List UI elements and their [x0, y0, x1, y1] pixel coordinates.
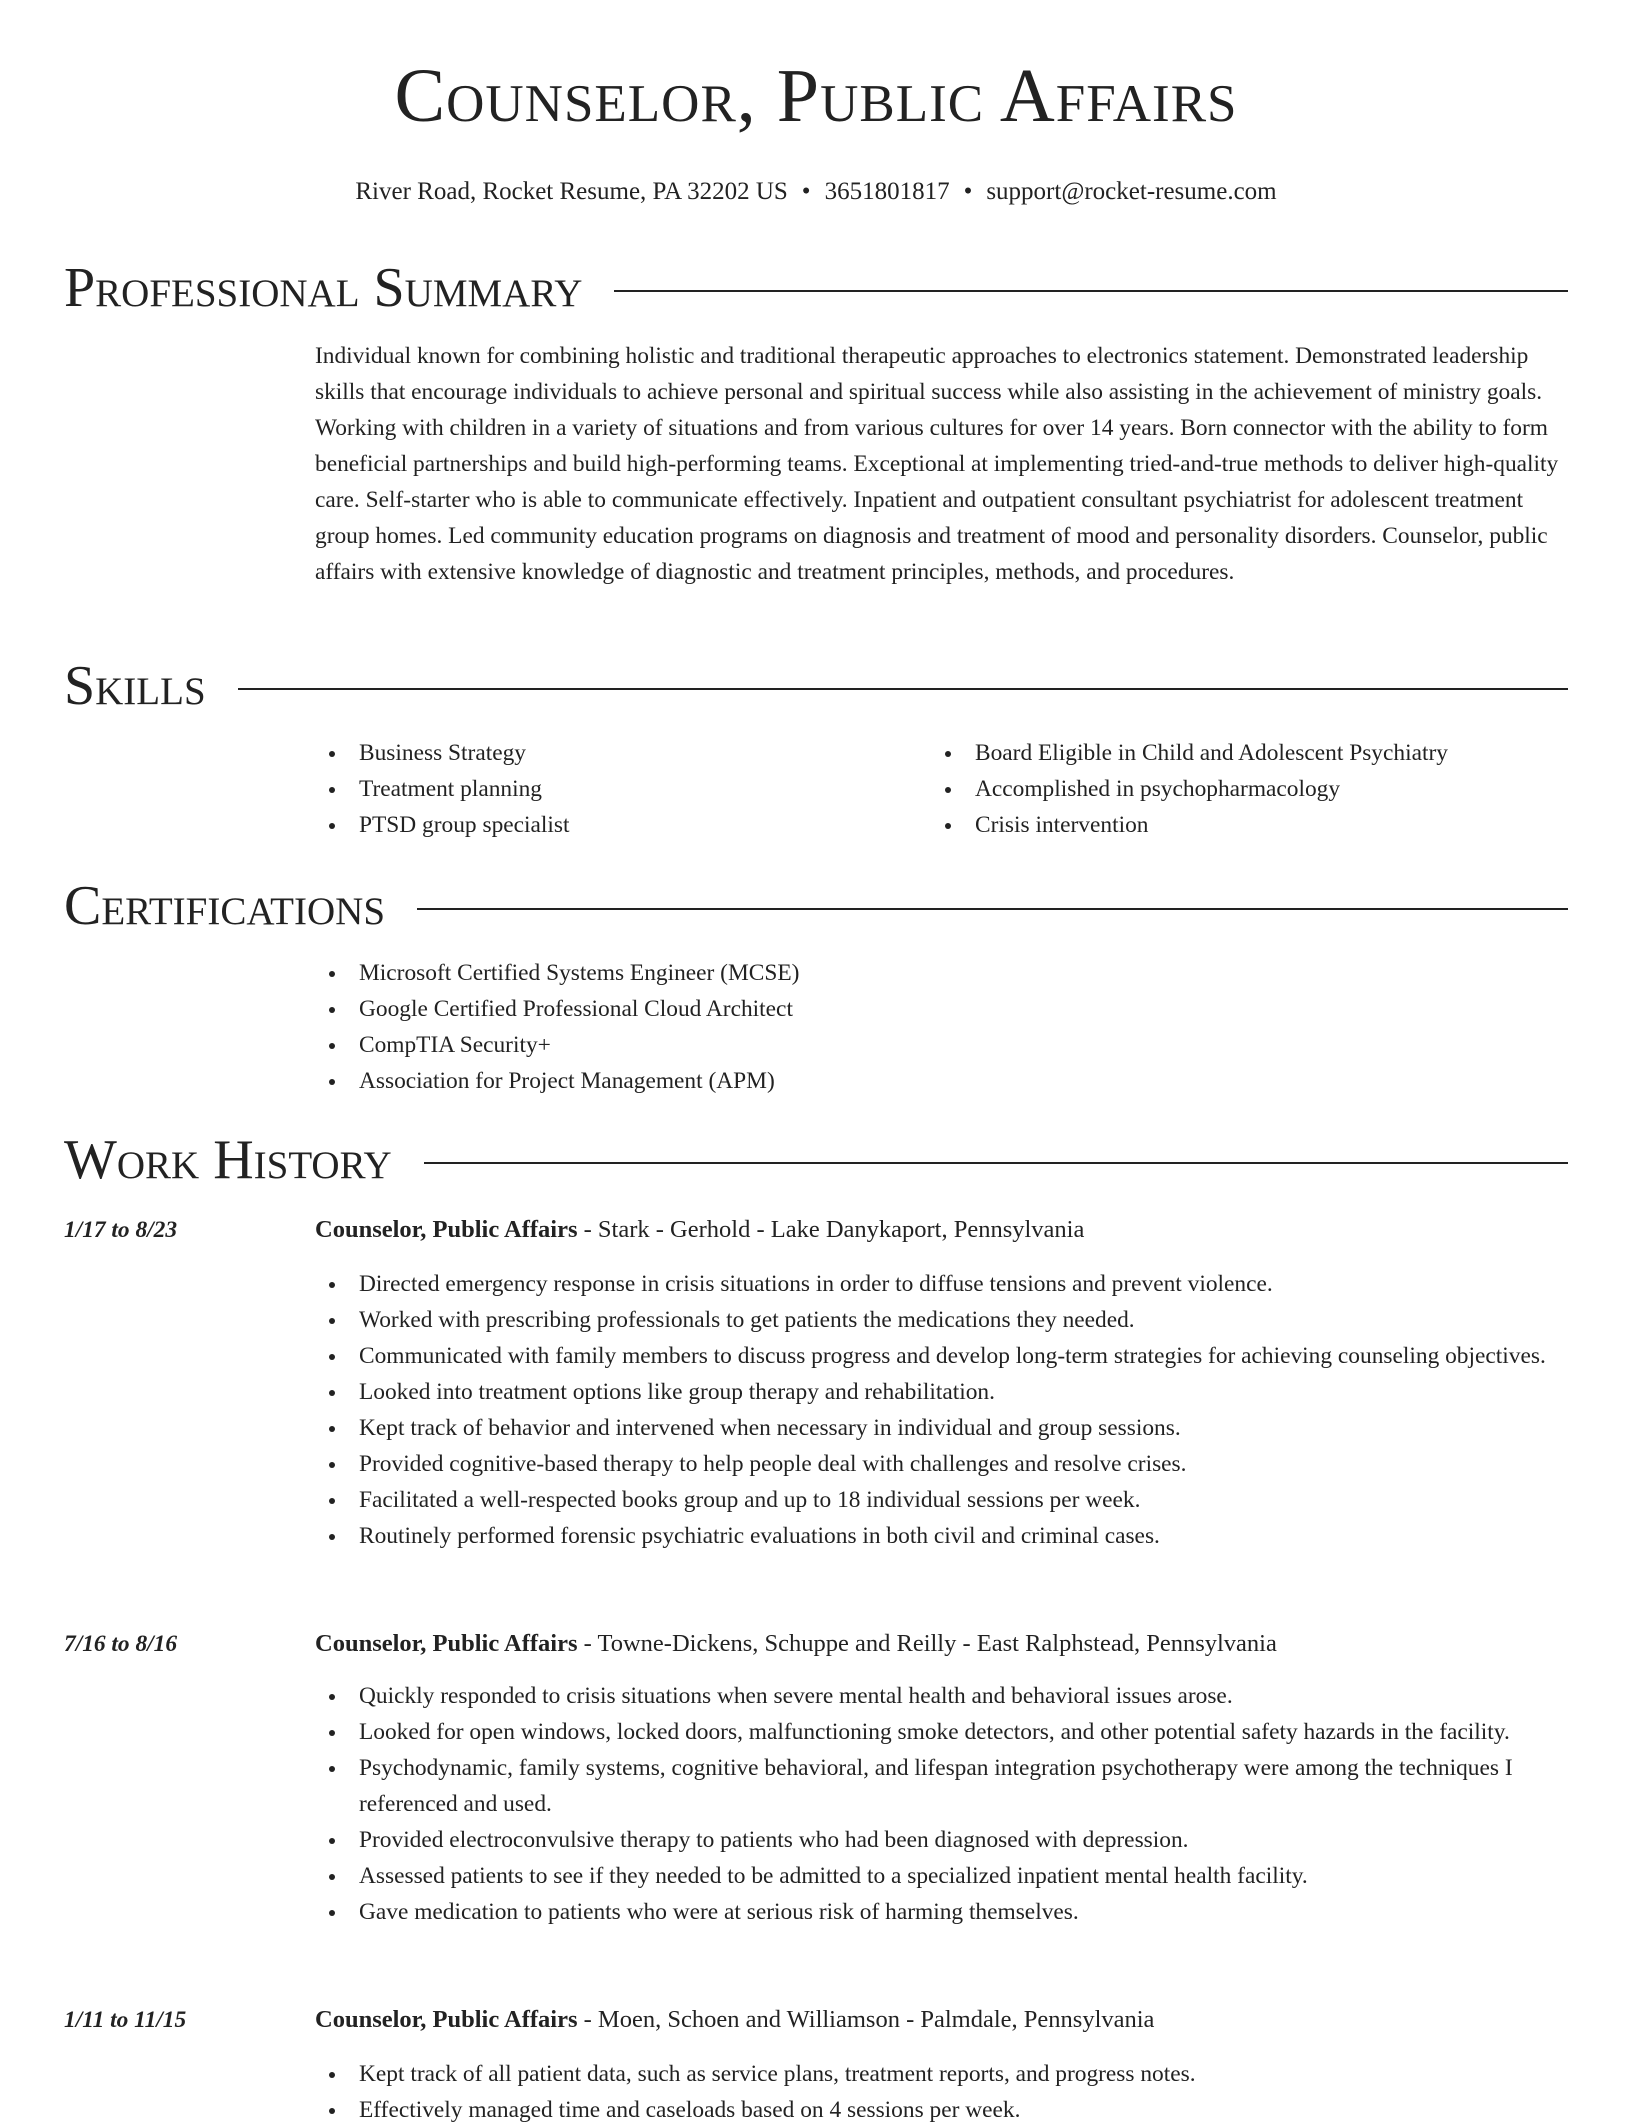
skill-item: Accomplished in psychopharmacology [931, 771, 1448, 807]
section-header-skills [64, 655, 1568, 717]
section-title: Certifications [64, 875, 386, 937]
section-header-work-history [64, 1129, 1568, 1191]
section-divider [238, 688, 1568, 690]
certification-item: Microsoft Certified Systems Engineer (MCSE) [315, 955, 799, 991]
job-duties-list [315, 2056, 1568, 2128]
skill-item: PTSD group specialist [315, 807, 570, 843]
skill-item: Treatment planning [315, 771, 570, 807]
job-duty: Routinely performed forensic psychiatric evaluations in both civil and criminal cases. [315, 1518, 1568, 1554]
section-divider [417, 908, 1568, 910]
job-duty: Quickly responded to crisis situations when severe mental health and behavioral issues arose. [315, 1678, 1568, 1714]
contact-email: support@rocket-resume.com [986, 178, 1277, 205]
job-duty: Worked with prescribing professionals to get patients the medications they needed. [315, 1302, 1568, 1338]
candidate-name: Counselor, Public Affairs [394, 54, 1238, 138]
job-heading [315, 1626, 1277, 1662]
job-duty: Kept track of behavior and intervened when necessary in individual and group sessions. [315, 1410, 1568, 1446]
section-title: Professional Summary [64, 257, 583, 319]
job-duties-list [315, 1678, 1568, 1930]
skills-list-right [931, 735, 1448, 843]
contact-address: River Road, Rocket Resume, PA 32202 US [355, 178, 788, 205]
job-duty: Provided electroconvulsive therapy to patients who had been diagnosed with depression. [315, 1822, 1568, 1858]
job-duty: Looked into treatment options like group therapy and rehabilitation. [315, 1374, 1568, 1410]
job-duty: Psychodynamic, family systems, cognitive behavioral, and lifespan integration psychotherapy were among the techniques I referenced and used. [315, 1750, 1568, 1822]
job-duty: Directed emergency response in crisis situations in order to diffuse tensions and prevent violence. [315, 1266, 1568, 1302]
skill-item: Business Strategy [315, 735, 570, 771]
certification-item: Association for Project Management (APM) [315, 1063, 799, 1099]
contact-line [0, 174, 1632, 210]
job-heading [315, 1212, 1084, 1248]
job-duty: Provided cognitive-based therapy to help people deal with challenges and resolve crises. [315, 1446, 1568, 1482]
contact-phone: 3651801817 [824, 178, 950, 205]
section-title: Work History [64, 1129, 392, 1191]
job-duties-list [315, 1266, 1568, 1554]
summary-text: Individual known for combining holistic and traditional therapeutic approaches to electronics statement. Demonstrated leadership skills that encourage individuals to achieve personal and spiritual success while also assisting in the achievement of ministry goals. Working with children in a variety of situations and from various cultures for over 14 years. Born connector with the ability to form beneficial partnerships and build high-performing teams. Exceptional at implementing tried-and-true methods to deliver high-quality care. Self-starter who is able to communicate effectively. Inpatient and outpatient consultant psychiatrist for adolescent treatment group homes. Led community education programs on diagnosis and treatment of mood and personality disorders. Counselor, public affairs with extensive knowledge of diagnostic and treatment principles, methods, and procedures. [315, 343, 1559, 585]
job-duty: Facilitated a well-respected books group and up to 18 individual sessions per week. [315, 1482, 1568, 1518]
job-duty: Kept track of all patient data, such as service plans, treatment reports, and progress notes. [315, 2056, 1568, 2092]
certification-item: CompTIA Security+ [315, 1027, 799, 1063]
job-employer: - Towne-Dickens, Schuppe and Reilly - East Ralphstead, Pennsylvania [577, 1630, 1277, 1657]
job-dates: 1/11 to 11/15 [64, 2007, 187, 2033]
certification-item: Google Certified Professional Cloud Architect [315, 991, 799, 1027]
job-duty: Communicated with family members to discuss progress and develop long-term strategies for achieving counseling objectives. [315, 1338, 1568, 1374]
job-title: Counselor, Public Affairs [315, 2006, 578, 2033]
section-header-certifications [64, 875, 1568, 937]
skill-item: Crisis intervention [931, 807, 1448, 843]
contact-separator: • [963, 178, 973, 205]
job-title: Counselor, Public Affairs [315, 1216, 578, 1243]
section-divider [424, 1162, 1568, 1164]
certifications-list [315, 955, 799, 1099]
job-duty: Looked for open windows, locked doors, malfunctioning smoke detectors, and other potential safety hazards in the facility. [315, 1714, 1568, 1750]
job-title: Counselor, Public Affairs [315, 1630, 578, 1657]
section-header-summary [64, 257, 1568, 319]
job-employer: - Moen, Schoen and Williamson - Palmdale, Pennsylvania [577, 2006, 1155, 2033]
job-duty: Gave medication to patients who were at serious risk of harming themselves. [315, 1894, 1568, 1930]
skill-item: Board Eligible in Child and Adolescent Psychiatry [931, 735, 1448, 771]
job-duty: Effectively managed time and caseloads based on 4 sessions per week. [315, 2092, 1568, 2128]
contact-separator: • [801, 178, 811, 205]
job-heading [315, 2002, 1154, 2038]
section-divider [614, 290, 1568, 292]
job-dates: 1/17 to 8/23 [64, 1217, 178, 1243]
job-duty: Assessed patients to see if they needed to be admitted to a specialized inpatient mental health facility. [315, 1858, 1568, 1894]
skills-list-left [315, 735, 570, 843]
job-employer: - Stark - Gerhold - Lake Danykaport, Pennsylvania [577, 1216, 1085, 1243]
job-dates: 7/16 to 8/16 [64, 1631, 178, 1657]
section-title: Skills [64, 655, 206, 717]
